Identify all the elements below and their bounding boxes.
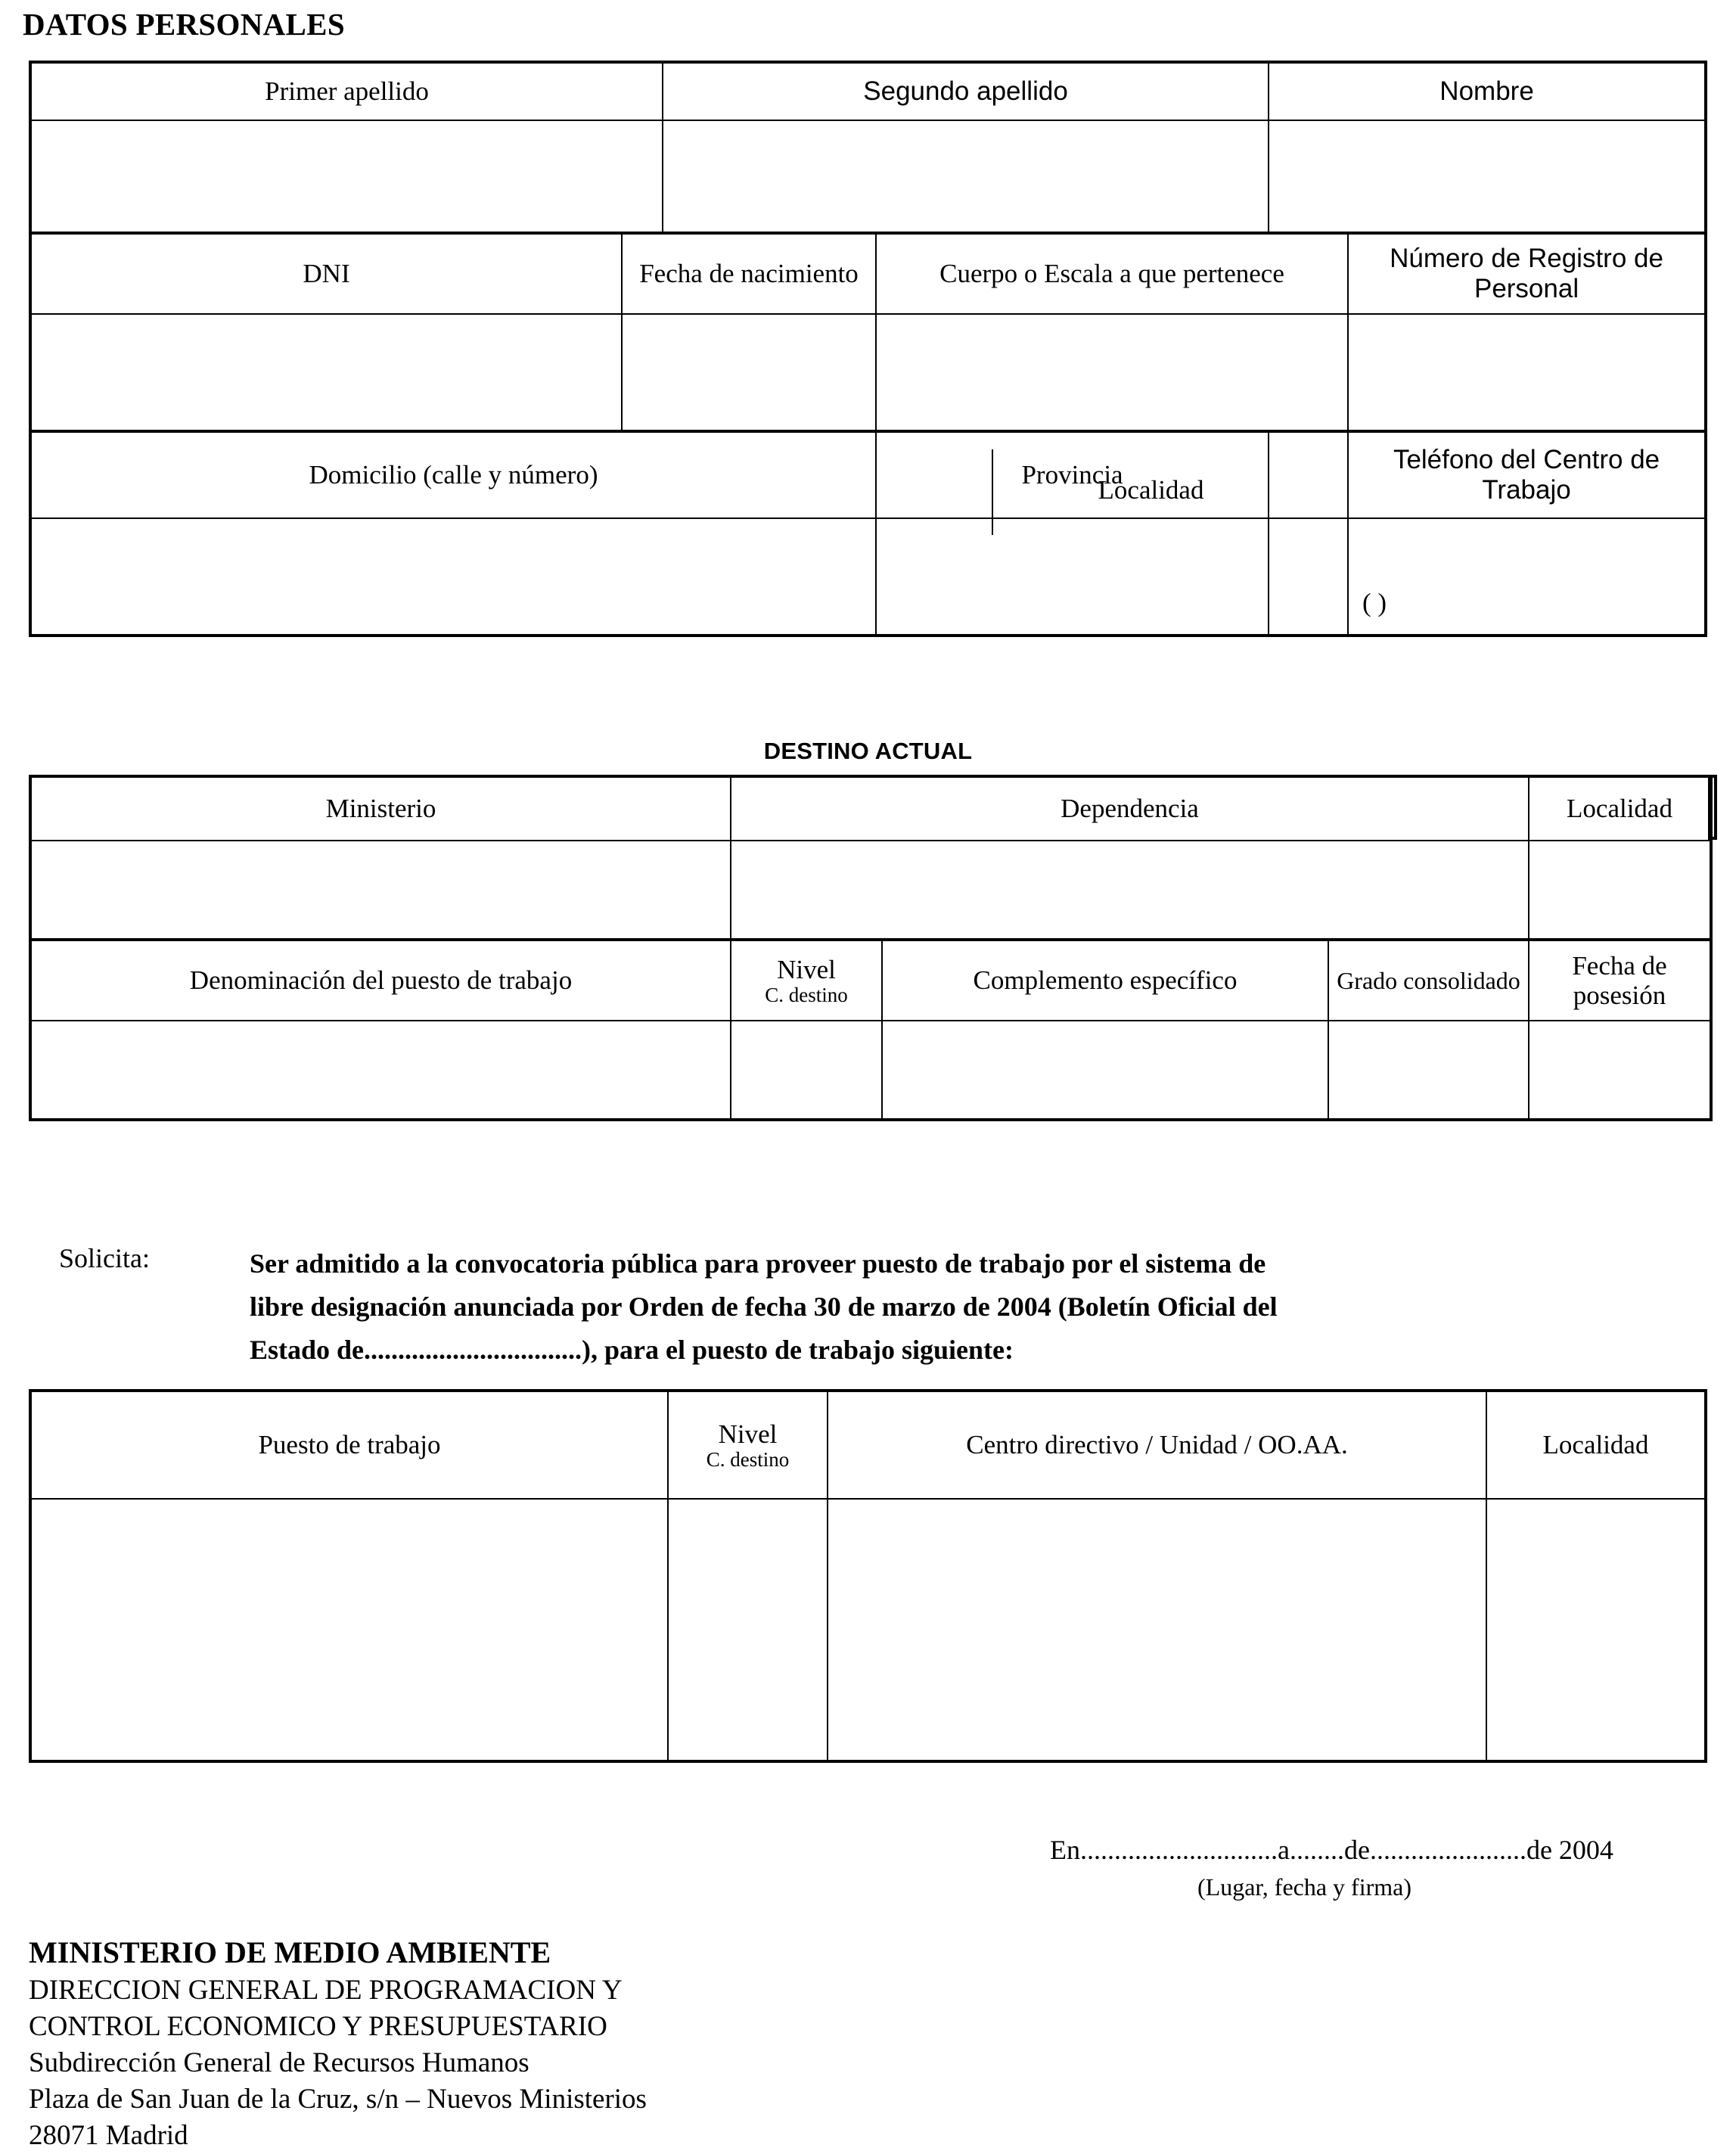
phone-prefix: ( ) bbox=[1362, 587, 1387, 617]
header-complemento-especifico bbox=[882, 940, 1328, 1021]
header-nivel-c-destino bbox=[731, 940, 882, 1021]
header-label: Teléfono del Centro de Trabajo bbox=[1393, 444, 1660, 505]
field-nrp[interactable] bbox=[1348, 314, 1706, 431]
table-row bbox=[30, 233, 1706, 314]
field-puesto-trabajo[interactable] bbox=[30, 1499, 668, 1761]
header-dni bbox=[30, 233, 622, 314]
header-label: Puesto de trabajo bbox=[258, 1430, 441, 1460]
header-label-nivel: Nivel bbox=[718, 1419, 778, 1449]
table-row bbox=[30, 1391, 1706, 1499]
header-fecha-nacimiento bbox=[622, 233, 876, 314]
field-localidad[interactable] bbox=[1269, 518, 1348, 636]
table-row bbox=[30, 940, 1711, 1021]
field-segundo-apellido[interactable] bbox=[663, 120, 1269, 233]
field-fecha-nacimiento[interactable] bbox=[622, 314, 876, 431]
header-cuerpo-escala bbox=[876, 233, 1348, 314]
header-label-c-destino: C. destino bbox=[706, 1447, 790, 1471]
field-cuerpo-escala[interactable] bbox=[876, 314, 1348, 431]
header-centro-directivo bbox=[828, 1391, 1486, 1499]
edge-artifact-destino-right bbox=[1714, 775, 1717, 840]
field-localidad-destino[interactable] bbox=[1529, 841, 1711, 940]
table-row bbox=[30, 518, 1706, 636]
header-label: Complemento específico bbox=[973, 965, 1238, 995]
footer-line-1: DIRECCION GENERAL DE PROGRAMACION Y bbox=[29, 1975, 623, 2006]
solicita-line-3: Estado de................................), para el puesto de trabajo siguiente: bbox=[250, 1334, 1014, 1365]
header-domicilio bbox=[30, 431, 876, 518]
table-row bbox=[30, 1499, 1706, 1761]
header-telefono-centro bbox=[1348, 431, 1706, 518]
header-label: Denominación del puesto de trabajo bbox=[189, 965, 573, 996]
header-label: Segundo apellido bbox=[863, 76, 1068, 107]
header-nombre bbox=[1269, 62, 1706, 120]
header-label: DNI bbox=[303, 259, 350, 289]
footer-line-2: CONTROL ECONOMICO Y PRESUPUESTARIO bbox=[29, 2011, 607, 2043]
field-primer-apellido[interactable] bbox=[30, 120, 663, 233]
field-complemento-especifico[interactable] bbox=[882, 1021, 1328, 1120]
field-fecha-posesion[interactable] bbox=[1529, 1021, 1711, 1120]
table-row bbox=[30, 776, 1711, 841]
header-label: Centro directivo / Unidad / OO.AA. bbox=[966, 1430, 1348, 1460]
table-row bbox=[30, 120, 1706, 233]
place-date-line: En.............................a........de.......................de 2004 bbox=[1050, 1835, 1613, 1865]
header-grado-consolidado bbox=[1328, 940, 1529, 1021]
header-label: Provincia bbox=[1021, 460, 1123, 490]
solicita-line-2: libre designación anunciada por Orden de fecha 30 de marzo de 2004 (Boletín Oficial del bbox=[250, 1291, 1278, 1322]
header-label: Localidad bbox=[1567, 794, 1672, 824]
field-ministerio[interactable] bbox=[30, 841, 731, 940]
header-segundo-apellido bbox=[663, 62, 1269, 120]
footer-ministry: MINISTERIO DE MEDIO AMBIENTE bbox=[29, 1935, 551, 1969]
header-fecha-posesion bbox=[1529, 940, 1711, 1021]
table-row bbox=[30, 1021, 1711, 1120]
field-grado-consolidado[interactable] bbox=[1328, 1021, 1529, 1120]
solicita-line-1: Ser admitido a la convocatoria pública para proveer puesto de trabajo por el sistema de bbox=[250, 1248, 1266, 1279]
header-label-nivel: Nivel bbox=[777, 954, 836, 984]
header-primer-apellido bbox=[30, 62, 663, 120]
header-label: Grado consolidado bbox=[1337, 966, 1520, 994]
header-label: Localidad bbox=[1542, 1430, 1649, 1460]
field-telefono-centro[interactable] bbox=[1348, 518, 1706, 636]
personal-data-table bbox=[29, 61, 1707, 637]
signature-caption: (Lugar, fecha y firma) bbox=[1197, 1873, 1411, 1901]
header-dependencia bbox=[731, 776, 1529, 841]
field-centro-directivo[interactable] bbox=[828, 1499, 1486, 1761]
table-row bbox=[30, 841, 1711, 940]
solicita-text bbox=[250, 1242, 1536, 1372]
header-label: Localidad bbox=[1098, 475, 1204, 505]
field-localidad-solicitada[interactable] bbox=[1486, 1499, 1706, 1761]
header-label: Dependencia bbox=[1061, 794, 1199, 824]
field-dni[interactable] bbox=[30, 314, 622, 431]
header-localidad-solicitada bbox=[1486, 1391, 1706, 1499]
header-nrp bbox=[1348, 233, 1706, 314]
edge-artifact-destino-header bbox=[1708, 775, 1711, 840]
header-label: Nombre bbox=[1439, 76, 1534, 107]
section-heading-destino-actual: DESTINO ACTUAL bbox=[763, 738, 973, 764]
header-label: Ministerio bbox=[325, 794, 436, 824]
header-puesto-trabajo bbox=[30, 1391, 668, 1499]
header-nivel-c-destino-solicitado bbox=[668, 1391, 828, 1499]
header-label: Fecha de posesión bbox=[1572, 950, 1667, 1010]
footer-line-4: Plaza de San Juan de la Cruz, s/n – Nuevos Ministerios bbox=[29, 2084, 647, 2115]
table-row bbox=[30, 62, 1706, 120]
destination-table bbox=[29, 775, 1713, 1121]
field-provincia[interactable] bbox=[876, 518, 1269, 636]
footer-address-block bbox=[29, 1933, 647, 2154]
section-heading-datos-personales: DATOS PERSONALES bbox=[23, 7, 345, 42]
field-dependencia[interactable] bbox=[731, 841, 1529, 940]
table-row bbox=[30, 431, 1706, 518]
header-denominacion-puesto bbox=[30, 940, 731, 1021]
requested-post-table bbox=[29, 1389, 1707, 1763]
footer-line-3: Subdirección General de Recursos Humanos bbox=[29, 2047, 529, 2079]
field-nombre[interactable] bbox=[1269, 120, 1706, 233]
footer-line-5: 28071 Madrid bbox=[29, 2120, 188, 2152]
field-domicilio[interactable] bbox=[30, 518, 876, 636]
header-localidad-destino bbox=[1529, 776, 1711, 841]
header-ministerio bbox=[30, 776, 731, 841]
header-localidad bbox=[993, 475, 1309, 505]
header-label: Cuerpo o Escala a que pertenece bbox=[939, 259, 1284, 289]
field-nivel-c-destino-solicitado[interactable] bbox=[668, 1499, 828, 1761]
edge-artifact-destino-bottom bbox=[1708, 837, 1717, 840]
field-nivel-c-destino[interactable] bbox=[731, 1021, 882, 1120]
header-label: Domicilio (calle y número) bbox=[309, 460, 598, 490]
solicita-label: Solicita: bbox=[59, 1243, 150, 1273]
field-denominacion-puesto[interactable] bbox=[30, 1021, 731, 1120]
header-label: Primer apellido bbox=[265, 76, 429, 107]
table-row bbox=[30, 314, 1706, 431]
header-label: Número de Registro de Personal bbox=[1390, 243, 1663, 303]
header-label: Fecha de nacimiento bbox=[639, 259, 859, 289]
header-label-c-destino: C. destino bbox=[765, 983, 848, 1006]
